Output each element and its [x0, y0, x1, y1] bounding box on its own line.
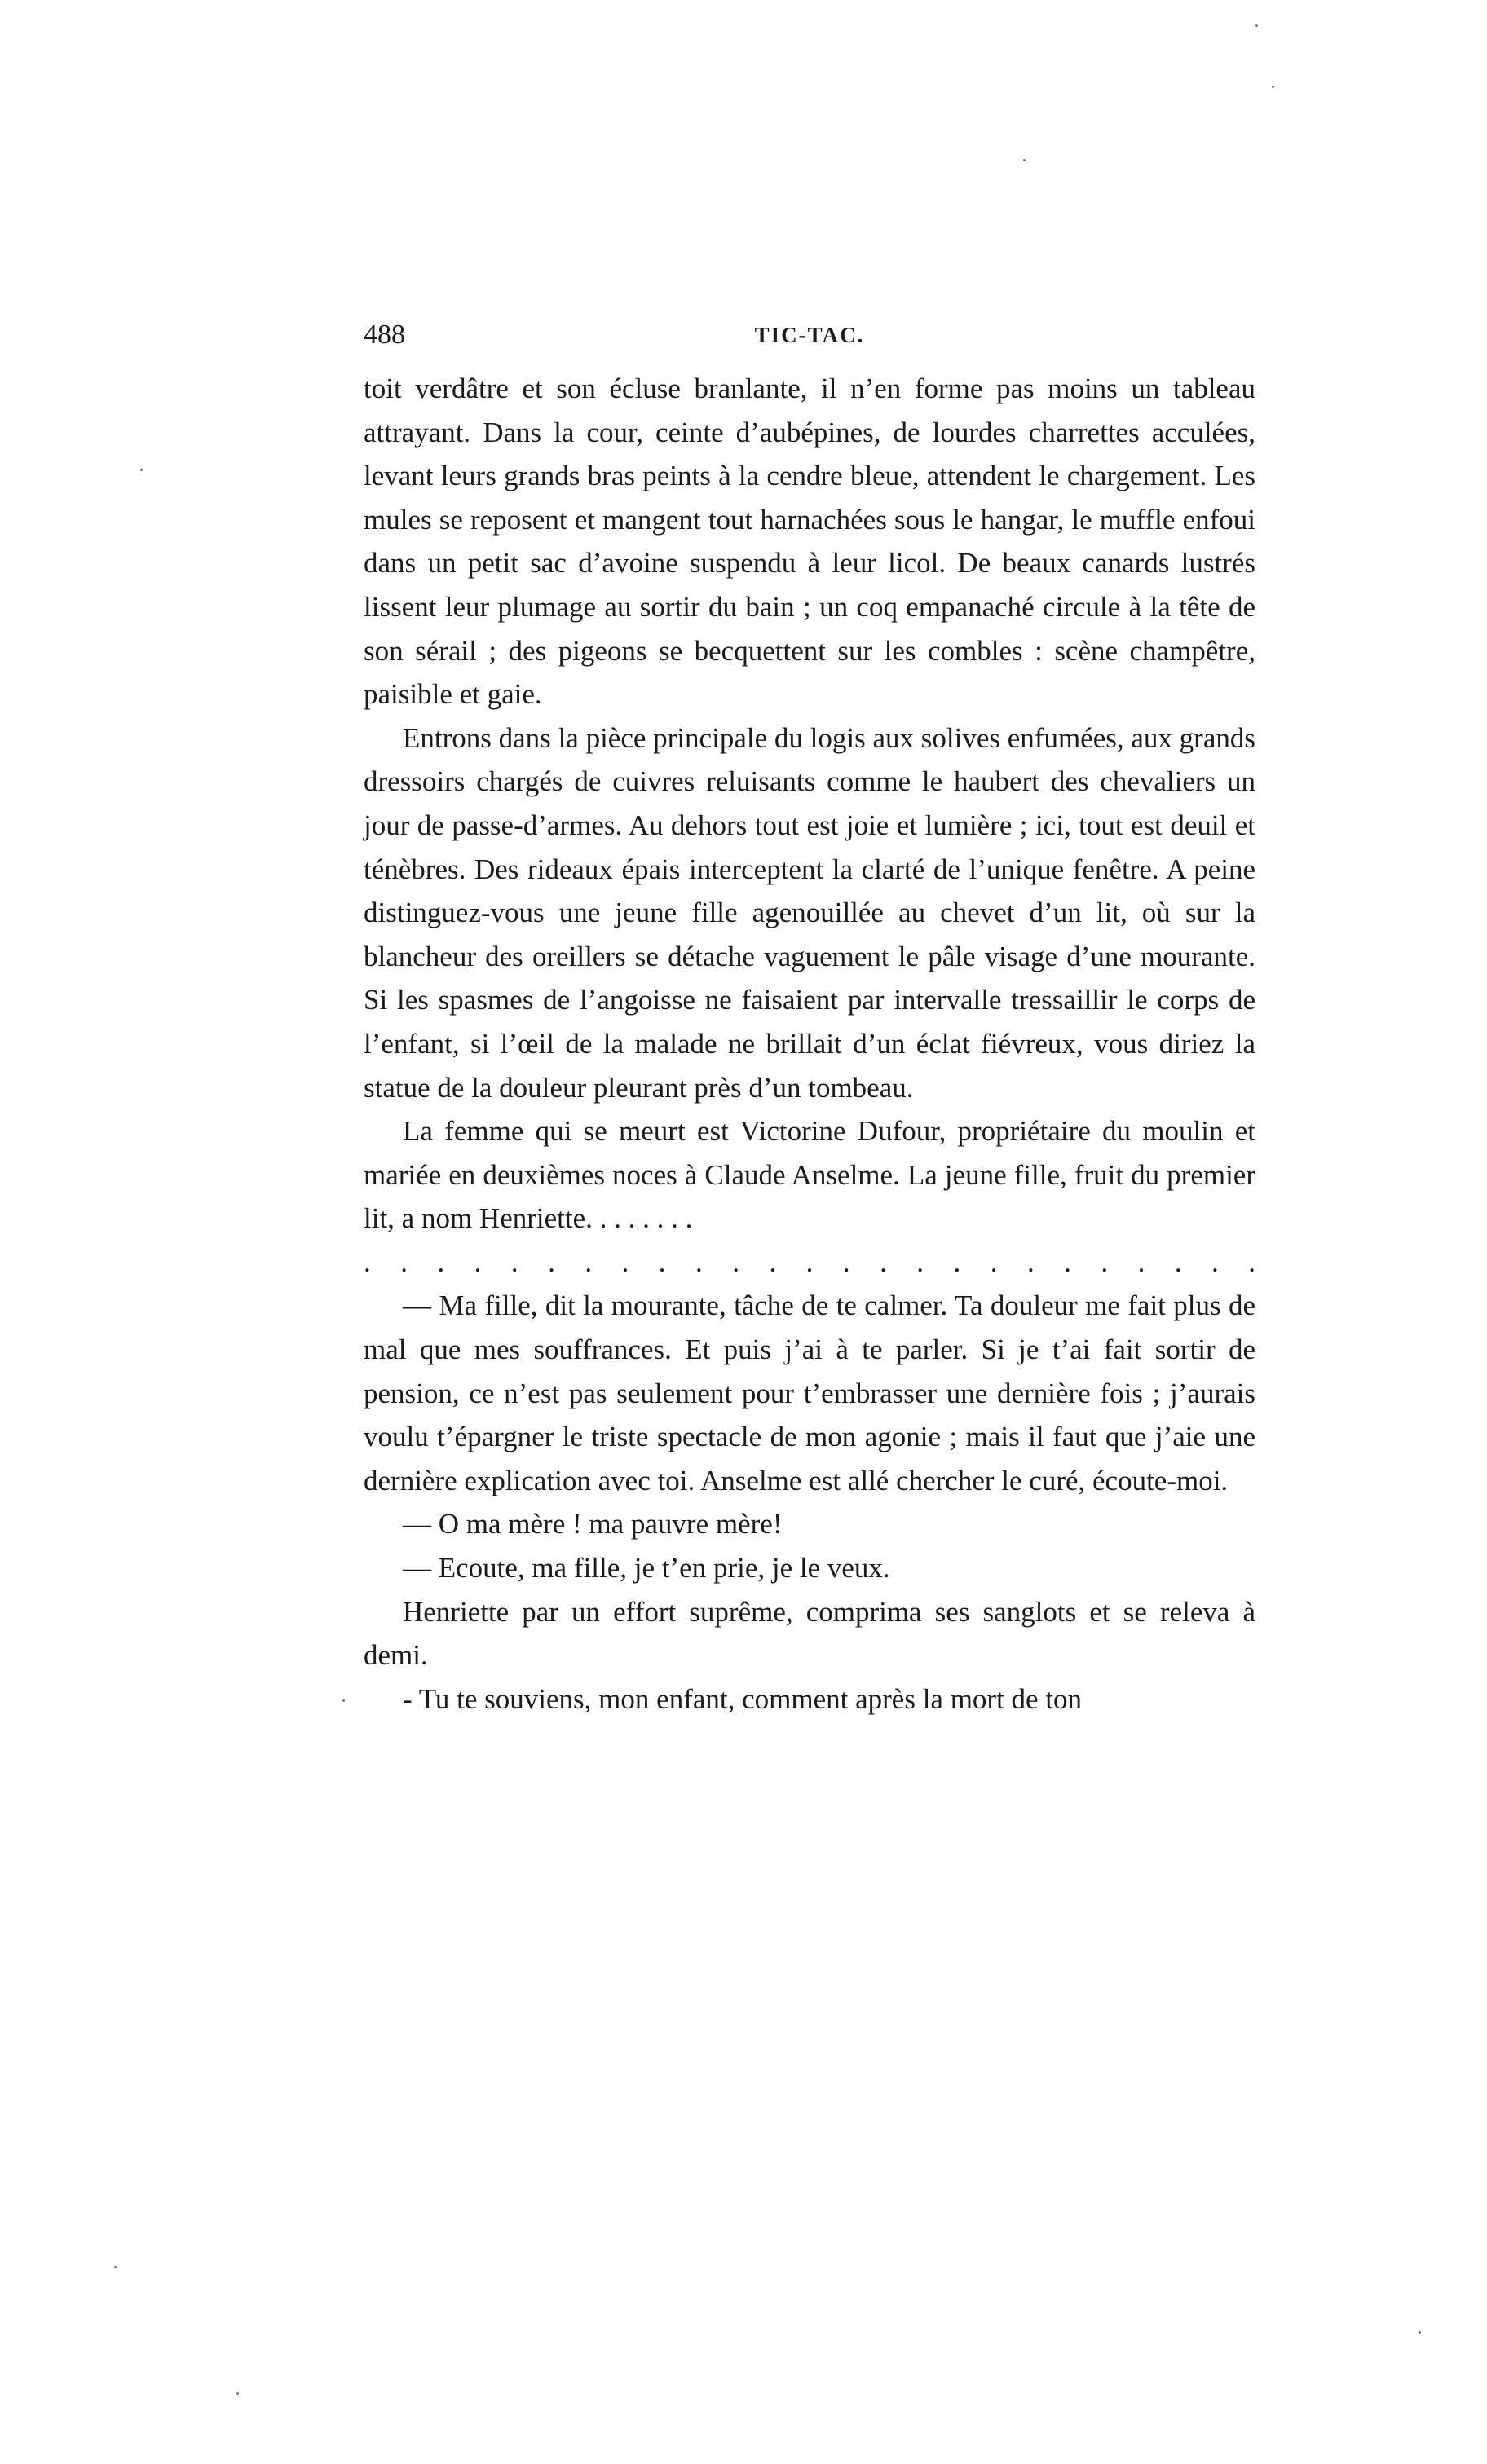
page-number: 488: [364, 320, 405, 350]
paragraph-victorine: La femme qui se meurt est Victorine Dufour, propriétaire du moulin et mariée en deuxièmes noces à Claude Anselme. La jeune fille, fruit du premier lit, a nom Henriette. . . . . . . .: [364, 1115, 1255, 1235]
scan-speck: [114, 2266, 117, 2268]
paragraph-ecoute: — Ecoute, ma fille, je t’en prie, je le veux.: [403, 1552, 890, 1585]
scan-speck: [1419, 2331, 1421, 2334]
paragraph-henriette-rises: Henriette par un effort suprême, comprima ses sanglots et se releva à demi.: [364, 1595, 1255, 1672]
ellipsis-line: . . . . . . . . . . . . . . . . . . . . . . . . .: [364, 1245, 1255, 1278]
running-title: TIC-TAC.: [754, 323, 865, 347]
paragraph-mill-scene: toit verdâtre et son écluse branlante, il n’en forme pas moins un tableau attrayant. Dans la cour, ceinte d’aubépines, de lourdes charrettes acculées, levant leurs grands bras peints à la cendre bleue, attendent le chargement. Les mules se reposent et mangent tout harnachées sous le hangar, le muffle enfoui dans un petit sac d’avoine suspendu à leur licol. De beaux canards lustrés lissent leur plumage au sortir du bain ; un coq empanaché circule à la tête de son sérail ; des pigeons se becquettent sur les combles : scène champêtre, paisible et gaie.: [364, 372, 1255, 711]
running-head: [364, 320, 1255, 360]
scan-speck: [342, 1699, 345, 1702]
scan-speck: [236, 2392, 239, 2395]
paragraph-interior: Entrons dans la pièce principale du logis aux solives enfumées, aux grands dressoirs chargés de cuivres reluisants comme le haubert des chevaliers un jour de passe-d’armes. Au dehors tout est joie et lumière ; ici, tout est deuil et ténèbres. Des rideaux épais interceptent la clarté de l’unique fenêtre. A peine distinguez-vous une jeune fille agenouillée au chevet d’un lit, où sur la blancheur des oreillers se détache vaguement le pâle visage d’une mourante. Si les spasmes de l’angoisse ne faisaient par intervalle tressaillir le corps de l’enfant, si l’œil de la malade ne brillait d’un éclat fiévreux, vous diriez la statue de la douleur pleurant près d’un tombeau.: [364, 721, 1255, 1104]
paragraph-mother-speech: — Ma fille, dit la mourante, tâche de te calmer. Ta douleur me fait plus de mal que mes souffrances. Et puis j’ai à te parler. Si je t’ai fait sortir de pension, ce n’est pas seulement pour t’embrasser une dernière fois ; j’aurais voulu t’épargner le triste spectacle de mon agonie ; mais il faut que j’aie une dernière explication avec toi. Anselme est allé chercher le curé, écoute-moi.: [364, 1289, 1255, 1496]
scan-speck: [1023, 159, 1026, 161]
scan-speck: [1272, 86, 1274, 88]
body-text: [364, 367, 1255, 1721]
scan-speck: [140, 469, 143, 471]
paragraph-henriette-cry: — O ma mère ! ma pauvre mère!: [403, 1508, 783, 1541]
scan-speck: [1255, 24, 1258, 27]
paragraph-tu-te-souviens: - Tu te souviens, mon enfant, comment après la mort de ton: [403, 1682, 1083, 1715]
